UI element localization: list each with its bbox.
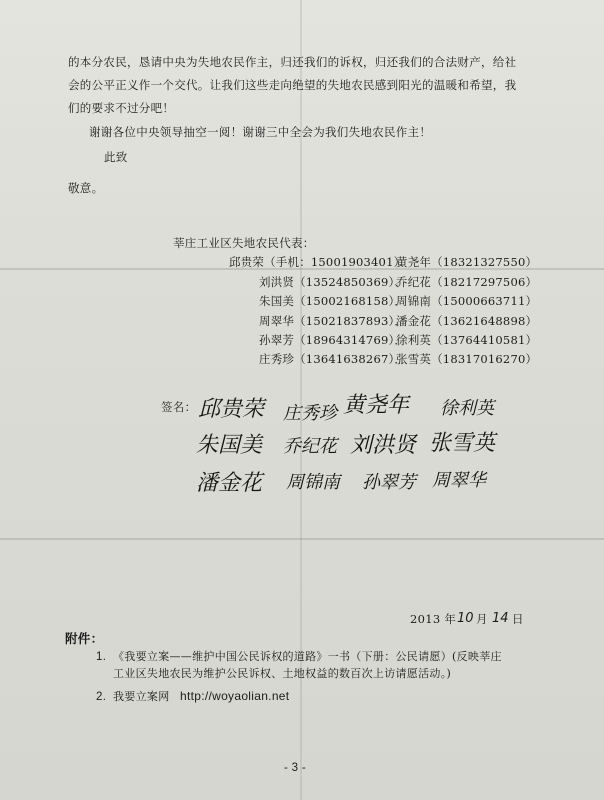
closing-cizhi: 此致 <box>104 150 128 164</box>
closing-jingli: 敬意。 <box>68 181 104 195</box>
signature: 张雪英 <box>429 431 496 456</box>
date-day-label: 日 <box>512 612 524 626</box>
thanks-line: 谢谢各位中央领导抽空一阅！谢谢三中全会为我们失地农民作主！ <box>89 125 432 139</box>
attachment-item: 工业区失地农民为维护公民诉权、土地权益的数百次上访请愿活动。) <box>113 667 452 680</box>
signature: 周翠华 <box>432 470 486 491</box>
page-number: - 3 - <box>284 762 306 774</box>
signature: 潘金花 <box>196 471 263 496</box>
signature: 徐利英 <box>440 398 494 419</box>
rep-left: 庄秀珍（13641638267）． <box>259 352 407 366</box>
rep-right: 潘金花（13621648898） <box>396 314 538 328</box>
signature: 乔纪花 <box>283 436 337 457</box>
signature: 庄秀珍 <box>283 403 337 424</box>
rep-right: 乔纪花（18217297506） <box>396 275 538 289</box>
date-day: 14 <box>492 611 509 626</box>
attachment-url: http://woyaolian.net <box>180 689 290 703</box>
signature: 周锦南 <box>286 472 340 493</box>
attachment-item: 我要立案网 <box>113 690 170 703</box>
attachment-item: 《我要立案——维护中国公民诉权的道路》一书（下册：公民请愿）(反映莘庄 <box>113 650 502 663</box>
rep-right: 张雪英（18317016270） <box>396 352 538 366</box>
signature-label: 签名： <box>161 400 197 414</box>
attachment-number: 1. <box>96 651 107 663</box>
rep-right: 黄尧年（18321327550） <box>396 255 538 269</box>
signature: 邱贵荣 <box>198 397 265 422</box>
representatives-heading: 莘庄工业区失地农民代表： <box>173 236 315 250</box>
rep-left: 孙翠芳（18964314769）． <box>259 333 407 347</box>
signature: 朱国美 <box>196 433 263 458</box>
date-month-label: 月 <box>476 612 488 626</box>
rep-right: 周锦南（15000663711） <box>396 294 538 308</box>
fold-crease <box>0 538 604 540</box>
attachment-number: 2. <box>96 691 107 703</box>
signature: 刘洪贤 <box>350 433 417 458</box>
body-line: 的本分农民，恳请中央为失地农民作主，归还我们的诉权，归还我们的合法财产，给社 <box>68 55 517 69</box>
date-year: 2013 年 <box>410 612 457 626</box>
attachments-heading: 附件： <box>65 632 104 646</box>
date-month: 10 <box>457 611 474 626</box>
rep-left: 周翠华（15021837893）． <box>259 314 407 328</box>
rep-left: 邱贵荣（手机：15001903401）、 <box>229 255 412 269</box>
body-line: 会的公平正义作一个交代。让我们这些走向绝望的失地农民感到阳光的温暖和希望，我 <box>68 78 517 92</box>
rep-left: 刘洪贤（13524850369）、 <box>259 275 407 289</box>
signature: 孙翠芳 <box>362 472 416 493</box>
body-line: 们的要求不过分吧！ <box>68 101 175 115</box>
signature: 黄尧年 <box>343 393 410 418</box>
rep-left: 朱国美（15002168158）． <box>259 294 407 308</box>
rep-right: 徐利英（13764410581） <box>396 333 538 347</box>
